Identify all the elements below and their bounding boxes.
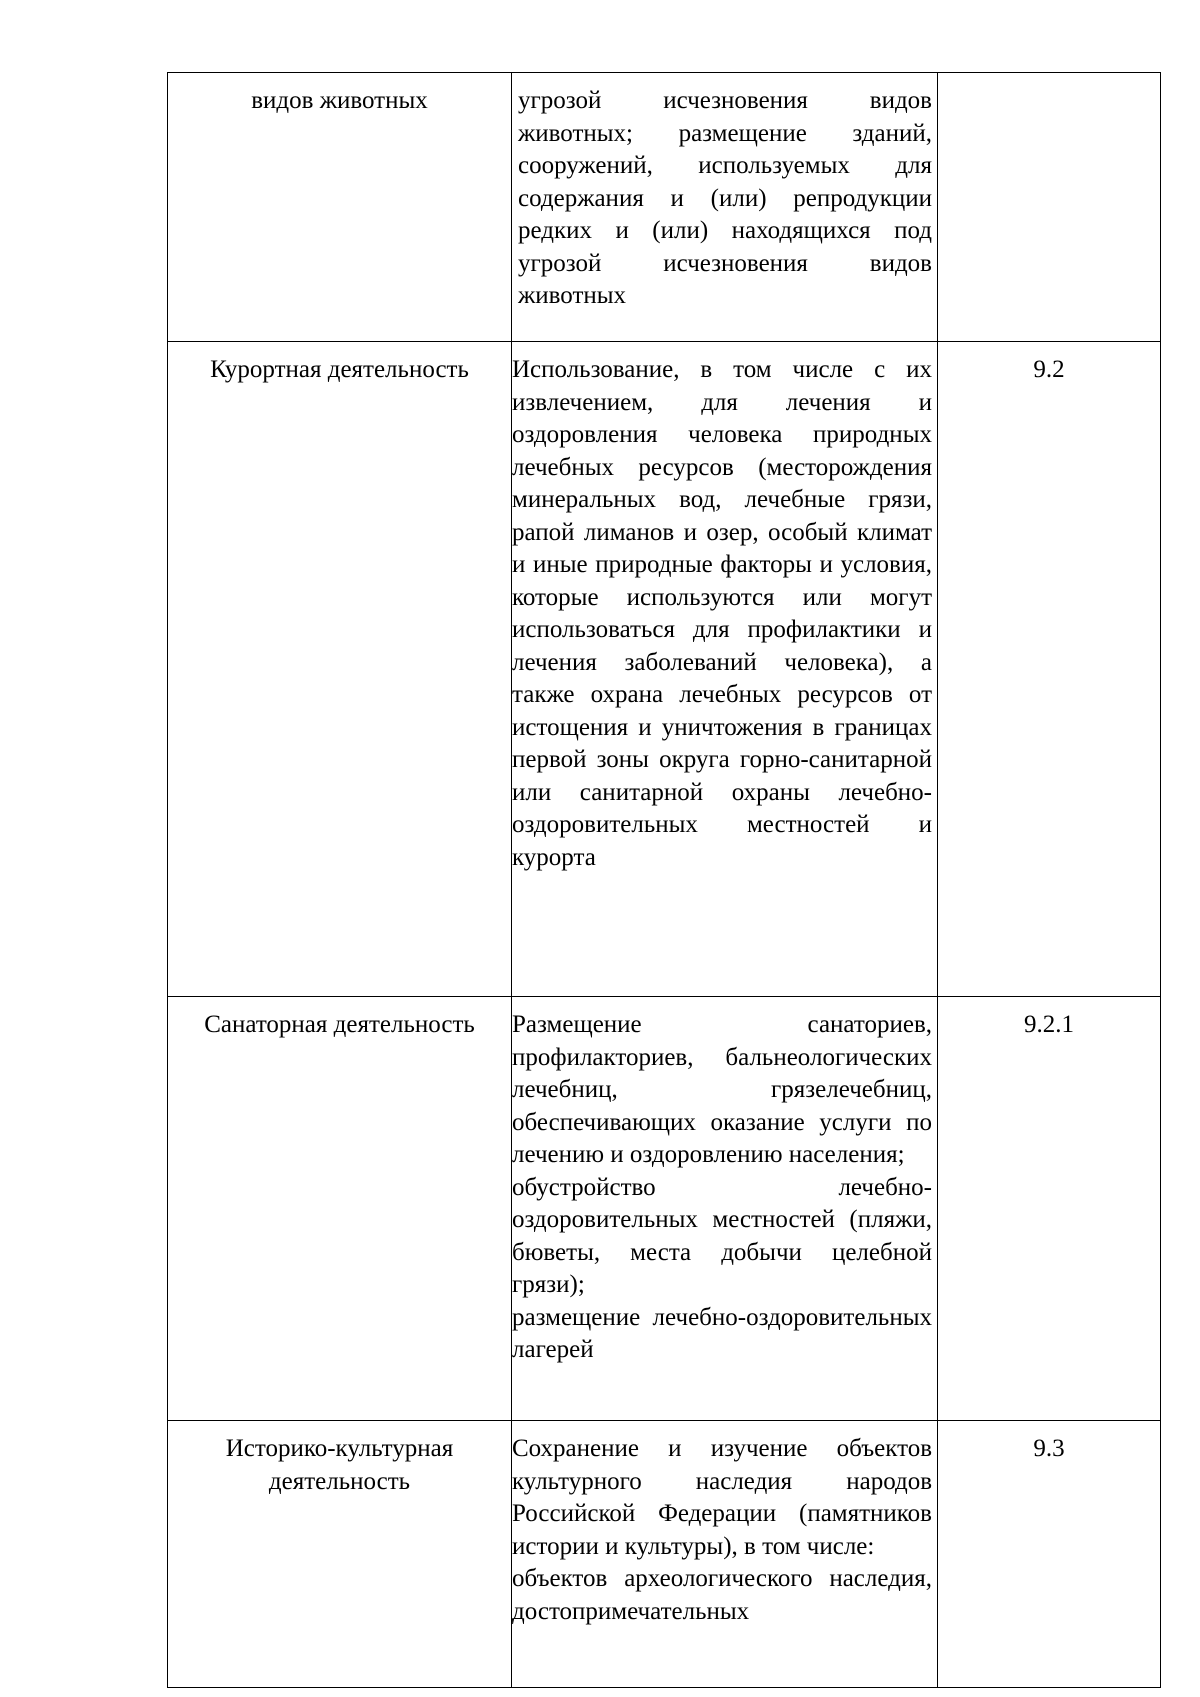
activity-name: Историко-культурная деятельность bbox=[225, 1435, 454, 1495]
activity-code: 9.3 bbox=[1033, 1435, 1065, 1462]
activity-description-cell bbox=[512, 342, 938, 997]
activity-description-paragraph: Сохранение и изучение объектов культурного наследия народов Российской Федерации (памятников истории и культуры), в том числе: bbox=[512, 1435, 932, 1560]
activity-description-paragraph: размещение лечебно-оздоровительных лагерей bbox=[512, 1303, 932, 1363]
activity-name-cell bbox=[168, 73, 512, 342]
table-row bbox=[168, 342, 1161, 997]
activity-code-cell bbox=[938, 342, 1161, 997]
activity-name: видов животных bbox=[251, 87, 428, 114]
activity-name: Санаторная деятельность bbox=[204, 1011, 475, 1038]
land-use-table bbox=[167, 72, 1161, 1688]
activity-description-paragraph: угрозой исчезновения видов животных; размещение зданий, сооружений, используемых для содержания и (или) репродукции редких и (или) находящихся под угрозой исчезновения видов животных bbox=[518, 87, 932, 309]
activity-code: 9.2 bbox=[1033, 356, 1065, 383]
activity-code-cell bbox=[938, 1421, 1161, 1688]
table-row bbox=[168, 73, 1161, 342]
activity-description-cell bbox=[512, 997, 938, 1421]
activity-code: 9.2.1 bbox=[1024, 1011, 1074, 1038]
activity-name-cell bbox=[168, 342, 512, 997]
activity-description-paragraph: обустройство лечебно-оздоровительных местностей (пляжи, бюветы, места добычи целебной грязи); bbox=[512, 1173, 932, 1298]
activity-description-cell bbox=[512, 73, 938, 342]
activity-name: Курортная деятельность bbox=[210, 356, 469, 383]
activity-description-paragraph: Использование, в том числе с их извлечением, для лечения и оздоровления человека природных лечебных ресурсов (месторождения минеральных вод, лечебные грязи, рапой лиманов и озер, особый климат и иные природные факторы и условия, которые используются или могут использоваться для профилактики и лечения заболеваний человека), а также охрана лечебных ресурсов от истощения и уничтожения в границах первой зоны округа горно-санитарной или санитарной охраны лечебно-оздоровительных местностей и курорта bbox=[512, 356, 932, 871]
table-row bbox=[168, 1421, 1161, 1688]
activity-description-paragraph: Размещение санаториев, профилакториев, бальнеологических лечебниц, грязелечебниц, обеспечивающих оказание услуги по лечению и оздоровлению населения; bbox=[512, 1011, 932, 1168]
activity-name-cell bbox=[168, 997, 512, 1421]
activity-code-cell bbox=[938, 73, 1161, 342]
activity-description-paragraph: объектов археологического наследия, достопримечательных bbox=[512, 1565, 932, 1625]
activity-code-cell bbox=[938, 997, 1161, 1421]
activity-name-cell bbox=[168, 1421, 512, 1688]
table-row bbox=[168, 997, 1161, 1421]
activity-description-cell bbox=[512, 1421, 938, 1688]
